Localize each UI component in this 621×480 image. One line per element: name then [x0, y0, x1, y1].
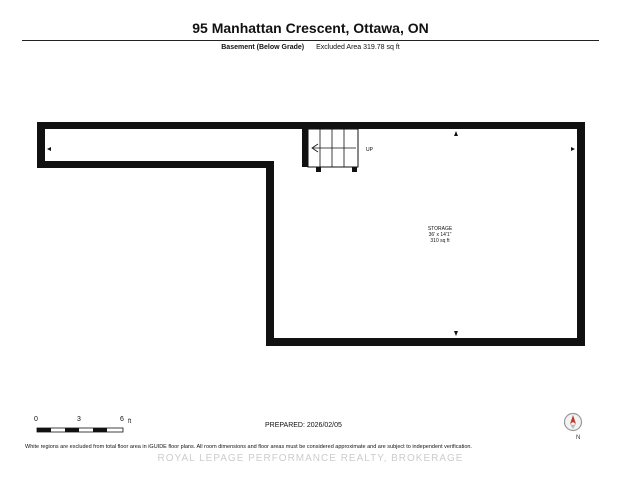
- room-label-storage: [400, 226, 480, 244]
- disclaimer-text: White regions are excluded from total floor area in iGUIDE floor plans. All room dimensions and floor areas must be considered approximate and are subject to independent verification.: [25, 444, 472, 450]
- compass-icon: [563, 412, 585, 440]
- brokerage-watermark: ROYAL LEPAGE PERFORMANCE REALTY, BROKERAGE: [157, 453, 464, 464]
- room-name: STORAGE: [427, 226, 453, 232]
- plan-title: 95 Manhattan Crescent, Ottawa, ON: [192, 20, 429, 36]
- stairs: [302, 129, 358, 172]
- stair-post: [352, 167, 357, 172]
- scale-unit: ft: [128, 419, 132, 425]
- room-area: 310 sq ft: [430, 238, 450, 244]
- excluded-area: Excluded Area 319.78 sq ft: [316, 44, 400, 51]
- scale-tick-0: 0: [34, 416, 38, 423]
- prepared-date: PREPARED: 2026/02/05: [265, 422, 342, 429]
- stairs-wall: [302, 129, 308, 167]
- scale-bar: [37, 428, 123, 432]
- stair-post: [316, 167, 321, 172]
- level-name: Basement (Below Grade): [221, 44, 305, 51]
- scale-tick-6: 6: [120, 416, 124, 423]
- stairs-label: UP: [366, 147, 373, 153]
- svg-text:N: N: [576, 435, 581, 440]
- scale-tick-3: 3: [77, 416, 81, 423]
- room-dimensions: 36' x 14'1": [428, 232, 452, 238]
